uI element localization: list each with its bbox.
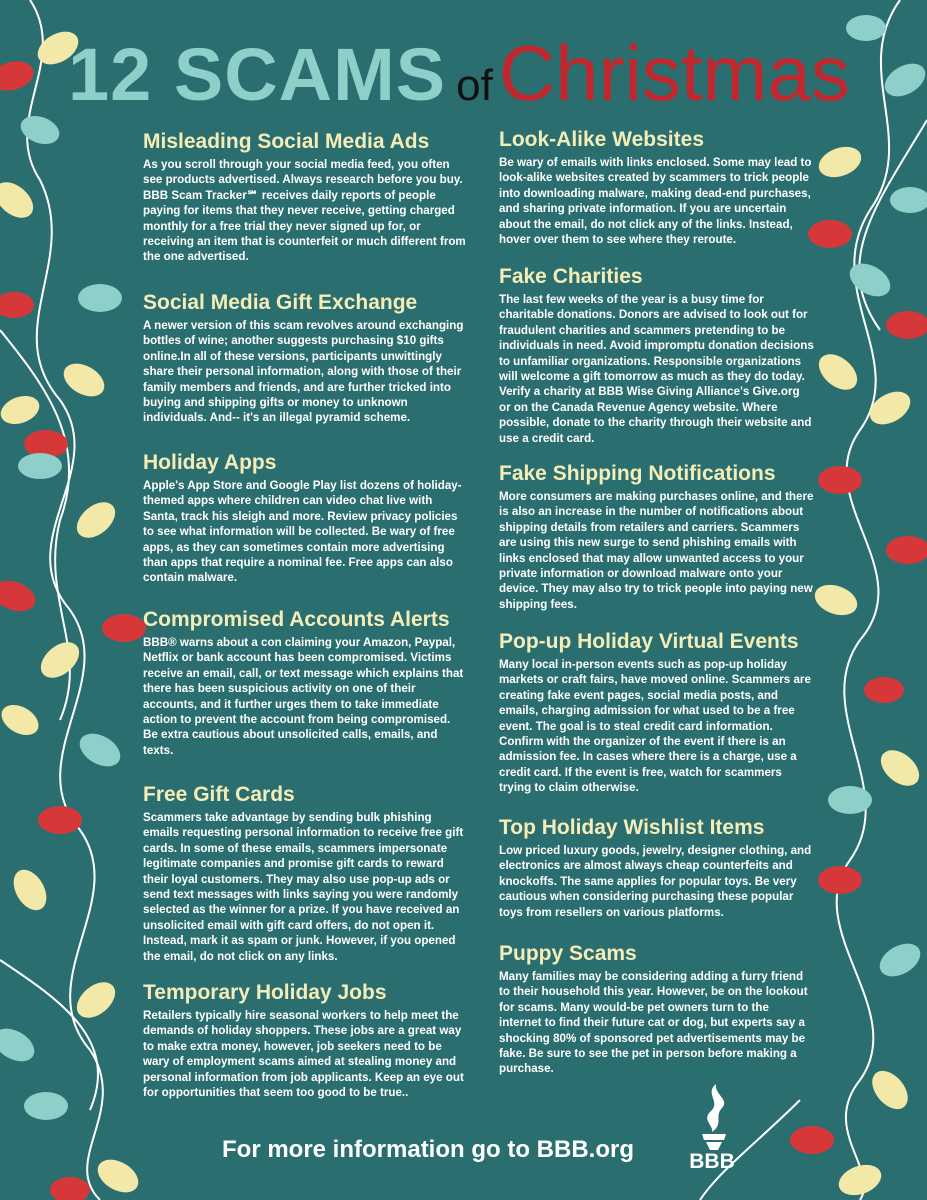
section-heading: Compromised Accounts Alerts — [143, 608, 450, 631]
bulb-cream — [0, 699, 44, 742]
bulb-red — [808, 220, 852, 248]
section-body: Be wary of emails with links enclosed. Some may lead to look-alike websites created by scammers to trick people into downloading malware, making dead-end purchases, and sharing private information. If you are uncertain about the email, do not click any of the links. Instead, hover over them to see where they reroute. — [499, 156, 812, 247]
section-body: Retailers typically hire seasonal workers to help meet the demands of holiday shoppers. These jobs are a great way to make extra money, however, job seekers need to be wary of employment scams aimed at stealing money and personal information from job applicants. Keep an eye out for opportunities that seem too good to be true.. — [143, 1009, 464, 1100]
bulb-red — [818, 466, 862, 494]
bulb-cream — [58, 357, 110, 403]
title-of: of — [456, 61, 493, 110]
bulb-red — [0, 57, 37, 95]
section-heading: Pop-up Holiday Virtual Events — [499, 630, 799, 653]
section-heading: Top Holiday Wishlist Items — [499, 816, 765, 839]
bulb-cream — [864, 385, 916, 431]
section-heading: Free Gift Cards — [143, 783, 295, 806]
bulb-cream — [0, 391, 43, 429]
bulb-cream — [0, 175, 40, 225]
bulb-teal — [18, 453, 62, 479]
bulb-red — [864, 677, 904, 703]
bulb-red — [102, 614, 146, 642]
section-misleading-social-media-ads — [143, 131, 468, 265]
section-temporary-holiday-jobs — [143, 982, 468, 1100]
title-12-scams: 12 SCAMS — [68, 33, 447, 116]
section-body: As you scroll through your social media feed, you often see products advertised. Always research before you buy. BBB Scam Tracker℠ receives daily reports of people paying for items that they never receive, getting charged monthly for a free trial they never signed up for, or receiving an item that is counterfeit or much different from the one advertised. — [143, 158, 466, 264]
bulb-red — [0, 575, 39, 616]
bulb-cream — [812, 347, 864, 397]
section-compromised-accounts-alerts — [143, 609, 468, 758]
bulb-cream — [92, 1153, 144, 1199]
section-heading: Holiday Apps — [143, 451, 277, 474]
bulb-teal — [0, 1022, 40, 1068]
section-holiday-apps — [143, 452, 468, 586]
bulb-teal — [828, 786, 872, 814]
section-body: BBB® warns about a con claiming your Amazon, Paypal, Netflix or bank account has been compromised. Victims receive an email, call, or text message which explains that there has been suspicious activity on one of their accounts, and it further urges them to take immediate action to prevent the account from being compromised. Be extra cautious about unsolicited calls, emails, and texts. — [143, 636, 464, 757]
section-heading: Temporary Holiday Jobs — [143, 981, 387, 1004]
section-body: A newer version of this scam revolves around exchanging bottles of wine; another suggests purchasing $10 gifts online.In all of these versions, participants unwittingly share their personal information, along with those of their family members and friends, and are further tricked into buying and shipping gifts or money to unknown individuals. And-- it's an illegal pyramid scheme. — [143, 319, 464, 425]
bulb-cream — [70, 495, 122, 545]
section-body: Low priced luxury goods, jewelry, designer clothing, and electronics are almost always cheap counterfeits and knockoffs. The same applies for popular toys. Be very cautious when considering purchasing these popular toys from resellers on various platforms. — [499, 844, 812, 919]
section-look-alike-websites — [499, 129, 814, 247]
title-christmas: Christmas — [498, 29, 850, 117]
section-pop-up-holiday-virtual-events — [499, 631, 814, 796]
footer-info: For more information go to BBB.org — [222, 1136, 634, 1163]
section-body: The last few weeks of the year is a busy time for charitable donations. Donors are advised to look out for fraudulent charities and scammers pretending to be individuals in need. Avoid impromptu donation decisions to unfamiliar organizations. Responsible organizations will welcome a gift tomorrow as much as they do today. Verify a charity at BBB Wise Giving Alliance's Give.org or on the Canada Revenue Agency website. Where possible, donate to the charity through their website and use a credit card. — [499, 293, 814, 445]
bulb-cream — [70, 975, 122, 1025]
section-body: Many local in-person events such as pop-up holiday markets or craft fairs, have moved online. Scammers are creating fake event pages, social media posts, and emails, charging admission for what used to be a free event. The goal is to steal credit card information. Confirm with the organizer of the event if there is an admission fee. In cases where there is a charge, use a credit card. If the event is free, watch for scammers trying to claim otherwise. — [499, 658, 811, 795]
bulb-cream — [34, 635, 86, 685]
section-heading: Social Media Gift Exchange — [143, 291, 418, 314]
bulb-cream — [7, 864, 53, 916]
bulb-cream — [865, 1064, 915, 1116]
bulb-cream — [874, 743, 926, 793]
bulb-teal — [74, 727, 126, 773]
section-fake-shipping-notifications — [499, 463, 814, 612]
bulb-teal — [844, 257, 896, 303]
bulb-red — [886, 311, 927, 339]
bulb-teal — [78, 284, 122, 312]
section-heading: Look-Alike Websites — [499, 128, 704, 151]
section-free-gift-cards — [143, 784, 468, 964]
section-body: More consumers are making purchases online, and there is also an increase in the number of notifications about shipping details from retailers and carriers. Scammers are using this new surge to send phishing emails with links enclosed that may allow unwanted access to your private information or download malware onto your device. They may also try to trick people into paying new shipping fees. — [499, 490, 814, 611]
bbb-logo-text: BBB — [689, 1150, 735, 1173]
bulb-red — [886, 536, 927, 564]
section-heading: Fake Charities — [499, 265, 643, 288]
section-body: Many families may be considering adding a furry friend to their household this year. However, be on the lookout for scams. Many would-be pet owners turn to the internet to find their future cat or dog, but experts say a shocking 80% of sponsored pet advertisements may be fake. Be sure to see the pet in person before making a purchase. — [499, 970, 808, 1076]
section-body: Apple's App Store and Google Play list dozens of holiday-themed apps where children can video chat live with Santa, track his sleigh and more. Review privacy policies to see what information will be collected. Be wary of free apps, as they can sometimes contain more advertising than apps that require a nominal fee. Free apps can also contain malware. — [143, 479, 462, 585]
bulb-teal — [24, 1092, 68, 1120]
page-title — [68, 29, 908, 117]
section-heading: Fake Shipping Notifications — [499, 462, 776, 485]
section-heading: Puppy Scams — [499, 942, 637, 965]
section-body: Scammers take advantage by sending bulk phishing emails requesting personal information to receive free gift cards. In some of these emails, scammers impersonate legitimate companies and promise gift cards to reward their loyal customers. They may also use pop-up ads or send text messages with links saying you were randomly selected as the winner for a prize. If you have received an unsolicited email with gift card offers, do not open it. Instead, mark it as spam or junk. However, if you opened the email, do not click on any links. — [143, 811, 464, 963]
bulb-red — [0, 292, 34, 318]
bulb-teal — [17, 111, 63, 149]
bulb-red — [50, 1177, 90, 1200]
section-fake-charities — [499, 266, 814, 446]
section-heading: Misleading Social Media Ads — [143, 130, 430, 153]
section-top-holiday-wishlist-items — [499, 817, 814, 920]
bulb-cream — [815, 141, 866, 182]
bulb-red — [818, 866, 862, 894]
section-social-media-gift-exchange — [143, 292, 468, 426]
bulb-red — [790, 1126, 834, 1154]
bulb-teal — [874, 937, 926, 983]
bulb-cream — [811, 579, 862, 620]
section-puppy-scams — [499, 943, 814, 1077]
bulb-teal — [890, 187, 927, 213]
bulb-red — [38, 806, 82, 834]
